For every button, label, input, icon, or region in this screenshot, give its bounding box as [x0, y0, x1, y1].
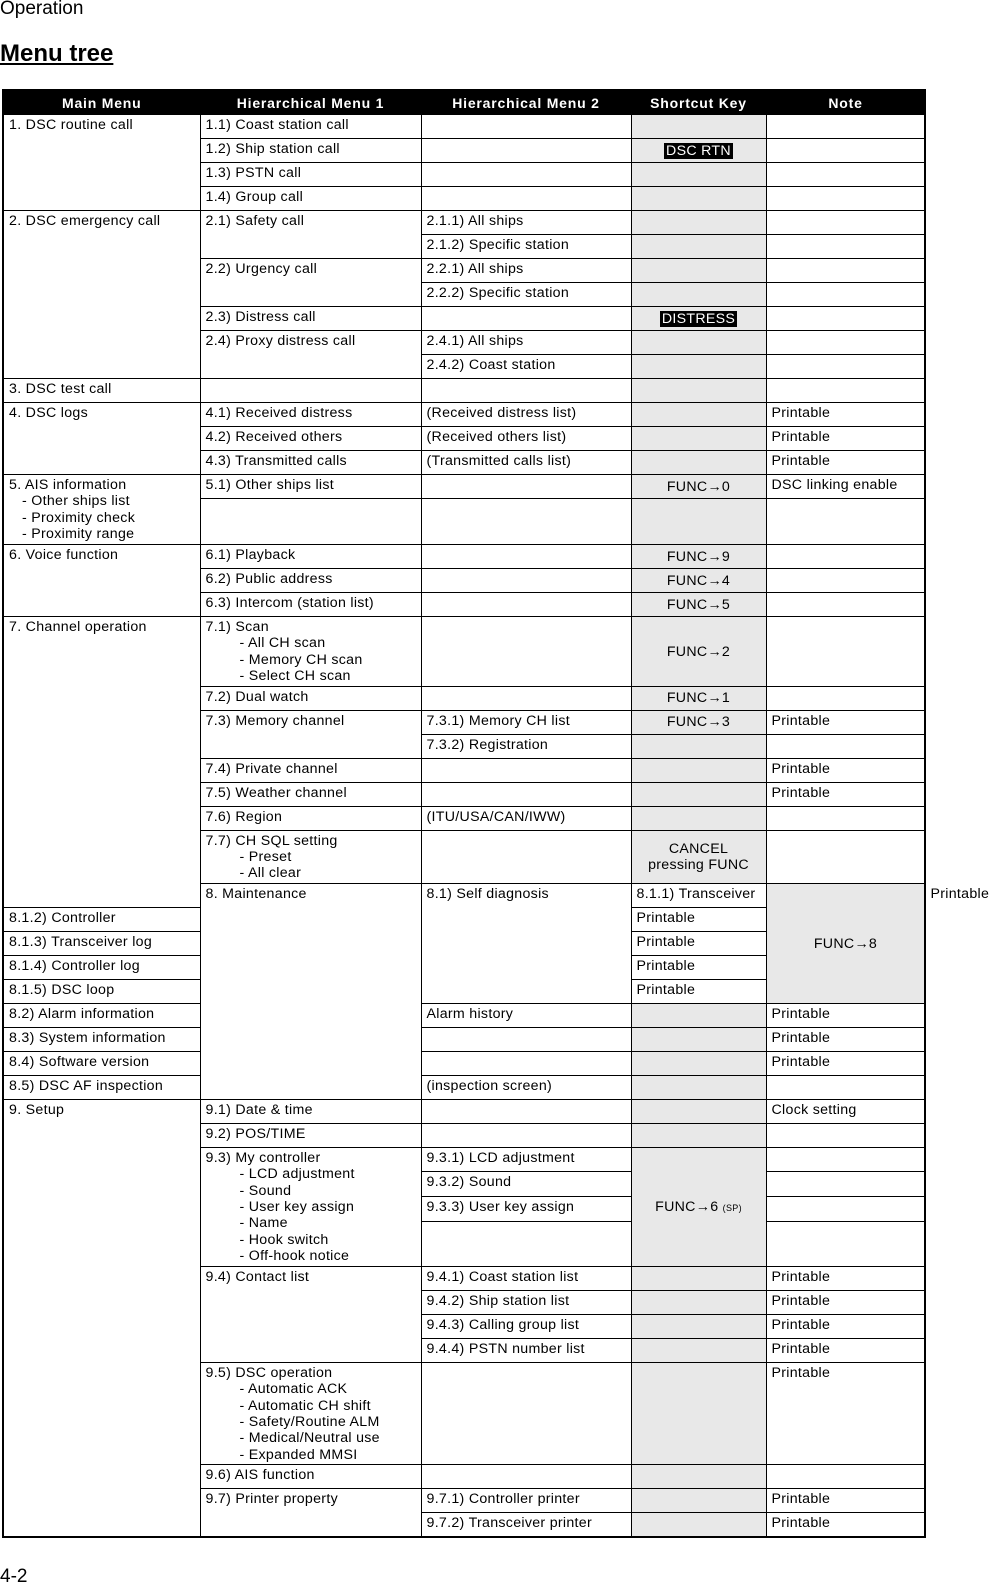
menu2-cell: 9.4.4) PSTN number list: [421, 1338, 631, 1362]
note-cell: Printable: [766, 1003, 925, 1027]
menu2-cell: 8.1.4) Controller log: [3, 955, 200, 979]
note-cell: Printable: [631, 907, 766, 931]
menu2-cell: 2.2.1) All ships: [421, 259, 631, 283]
menu2-cell: 9.4.3) Calling group list: [421, 1314, 631, 1338]
menu1-cell: 5.1) Other ships list: [200, 475, 421, 499]
menu2-cell: 2.2.2) Specific station: [421, 283, 631, 307]
table-row: [3, 1099, 925, 1123]
table-row: [3, 1027, 925, 1051]
menu1-cell: 9.2) POS/TIME: [200, 1123, 421, 1147]
menu1-cell: 9.1) Date & time: [200, 1099, 421, 1123]
menu1-cell: 2.4) Proxy distress call: [200, 331, 421, 379]
note-cell: Printable: [766, 1027, 925, 1051]
shortcut-key-cell: FUNC→8: [766, 883, 925, 1003]
main-menu-cell: 9. Setup: [3, 1099, 200, 1537]
menu2-cell: 7.3.2) Registration: [421, 734, 631, 758]
main-menu-cell: 3. DSC test call: [3, 379, 200, 403]
menu1-cell: 7.7) CH SQL setting - Preset - All clear: [200, 830, 421, 883]
shortcut-key-cell: FUNC→4: [631, 569, 766, 593]
col-header-hier-menu-2: Hierarchical Menu 2: [421, 90, 631, 115]
menu1-cell: 8.1) Self diagnosis: [421, 883, 631, 1003]
note-cell: Printable: [766, 451, 925, 475]
col-header-hier-menu-1: Hierarchical Menu 1: [200, 90, 421, 115]
main-menu-cell: 5. AIS information - Other ships list - Proximity check - Proximity range: [3, 475, 200, 545]
shortcut-key-cell: CANCEL pressing FUNC: [631, 830, 766, 883]
note-cell: Clock setting: [766, 1099, 925, 1123]
menu1-cell: 4.2) Received others: [200, 427, 421, 451]
main-menu-cell: 4. DSC logs: [3, 403, 200, 475]
menu1-cell: 2.1) Safety call: [200, 211, 421, 259]
table-row: 8. Maintenance 8.1) Self diagnosis 8.1.1) Transceiver FUNC→8 Printable: [3, 883, 925, 907]
col-header-note: Note: [766, 90, 925, 115]
menu2-cell: (Transmitted calls list): [421, 451, 631, 475]
shortcut-key-cell: FUNC→3: [631, 710, 766, 734]
menu2-cell: 2.4.1) All ships: [421, 331, 631, 355]
menu1-cell: 1.4) Group call: [200, 187, 421, 211]
note-cell: Printable: [766, 1362, 925, 1464]
note-cell: Printable: [766, 1051, 925, 1075]
page-title: Menu tree: [0, 40, 114, 67]
menu1-cell: 7.2) Dual watch: [200, 686, 421, 710]
menu1-cell: 6.1) Playback: [200, 545, 421, 569]
main-menu-cell: 2. DSC emergency call: [3, 211, 200, 379]
shortcut-key-cell: FUNC→0: [631, 475, 766, 499]
shortcut-key-cell: FUNC→9: [631, 545, 766, 569]
menu2-cell: 2.1.1) All ships: [421, 211, 631, 235]
shortcut-key-label: DISTRESS: [661, 310, 736, 327]
menu1-cell: 9.6) AIS function: [200, 1465, 421, 1489]
menu1-cell: 1.2) Ship station call: [200, 139, 421, 163]
menu1-cell: 8.5) DSC AF inspection: [3, 1075, 200, 1099]
shortcut-key-cell: FUNC→1: [631, 686, 766, 710]
table-row: [3, 545, 925, 569]
menu1-cell: 9.4) Contact list: [200, 1266, 421, 1362]
menu1-cell: 2.3) Distress call: [200, 307, 421, 331]
menu2-cell: (Received others list): [421, 427, 631, 451]
table-row: [3, 403, 925, 427]
menu1-cell: 4.3) Transmitted calls: [200, 451, 421, 475]
menu1-cell: 8.4) Software version: [3, 1051, 200, 1075]
menu1-cell: 8.2) Alarm information: [3, 1003, 200, 1027]
main-menu-cell: 8. Maintenance: [200, 883, 421, 1099]
menu1-cell: 6.3) Intercom (station list): [200, 593, 421, 617]
note-cell: Printable: [766, 1290, 925, 1314]
table-row: [3, 379, 925, 403]
menu2-cell: 2.4.2) Coast station: [421, 355, 631, 379]
shortcut-key-cell: FUNC→5: [631, 593, 766, 617]
page-header: Operation: [0, 0, 84, 19]
menu2-cell: 8.1.5) DSC loop: [3, 979, 200, 1003]
shortcut-key-cell: FUNC→2: [631, 617, 766, 687]
menu1-cell: 8.3) System information: [3, 1027, 200, 1051]
table-row: [3, 1075, 925, 1099]
col-header-main-menu: Main Menu: [3, 90, 200, 115]
note-cell: Printable: [766, 710, 925, 734]
menu2-cell: 9.4.2) Ship station list: [421, 1290, 631, 1314]
note-cell: DSC linking enable: [766, 475, 925, 499]
menu1-cell: 9.7) Printer property: [200, 1489, 421, 1538]
menu1-cell: 7.4) Private channel: [200, 758, 421, 782]
table-row: [3, 1003, 925, 1027]
table-row: [3, 211, 925, 235]
note-cell: Printable: [766, 1513, 925, 1538]
shortcut-key-cell: FUNC→6 (SP): [631, 1147, 766, 1266]
table-row: [3, 115, 925, 139]
note-cell: Printable: [766, 1338, 925, 1362]
note-cell: Printable: [766, 1314, 925, 1338]
menu1-cell: 9.5) DSC operation - Automatic ACK - Automatic CH shift - Safety/Routine ALM - Medical/Neutral use - Expanded MMSI: [200, 1362, 421, 1464]
note-cell: Printable: [766, 427, 925, 451]
note-cell: Printable: [631, 931, 766, 955]
menu1-cell: 2.2) Urgency call: [200, 259, 421, 307]
menu1-cell: 1.3) PSTN call: [200, 163, 421, 187]
menu2-cell: Alarm history: [421, 1003, 631, 1027]
note-cell: Printable: [766, 758, 925, 782]
menu2-cell: 9.3.3) User key assign: [421, 1197, 631, 1222]
menu2-cell: 9.3.1) LCD adjustment: [421, 1147, 631, 1172]
menu1-cell: 7.3) Memory channel: [200, 710, 421, 758]
menu2-cell: 9.3.2) Sound: [421, 1172, 631, 1197]
menu2-cell: (ITU/USA/CAN/IWW): [421, 806, 631, 830]
menu2-cell: 9.7.2) Transceiver printer: [421, 1513, 631, 1538]
shortcut-key-label: DSC RTN: [666, 142, 731, 159]
menu2-cell: 9.7.1) Controller printer: [421, 1489, 631, 1513]
note-cell: Printable: [766, 1489, 925, 1513]
menu2-cell: (Received distress list): [421, 403, 631, 427]
note-cell: Printable: [766, 403, 925, 427]
menu1-cell: 7.5) Weather channel: [200, 782, 421, 806]
note-cell: Printable: [631, 979, 766, 1003]
menu2-cell: 8.1.2) Controller: [3, 907, 200, 931]
menu2-cell: (inspection screen): [421, 1075, 631, 1099]
table-row: [3, 617, 925, 687]
menu-tree-table: [2, 89, 989, 1538]
menu1-cell: 7.6) Region: [200, 806, 421, 830]
menu2-cell: 2.1.2) Specific station: [421, 235, 631, 259]
main-menu-cell: 7. Channel operation: [3, 617, 200, 908]
menu1-cell: 4.1) Received distress: [200, 403, 421, 427]
menu2-cell: 8.1.3) Transceiver log: [3, 931, 200, 955]
note-cell: Printable: [766, 1266, 925, 1290]
note-cell: Printable: [631, 955, 766, 979]
menu1-cell: 6.2) Public address: [200, 569, 421, 593]
menu1-cell: 9.3) My controller - LCD adjustment - Sound - User key assign - Name - Hook switch - Off-hook notice: [200, 1147, 421, 1266]
main-menu-cell: 1. DSC routine call: [3, 115, 200, 211]
menu1-cell: 1.1) Coast station call: [200, 115, 421, 139]
menu2-cell: 9.4.1) Coast station list: [421, 1266, 631, 1290]
table-row: [3, 1051, 925, 1075]
menu1-cell: 7.1) Scan - All CH scan - Memory CH scan - Select CH scan: [200, 617, 421, 687]
note-cell: Printable: [766, 782, 925, 806]
page-number: 4-2: [0, 1566, 28, 1587]
table-header-row: [3, 90, 925, 115]
col-header-shortcut-key: Shortcut Key: [631, 90, 766, 115]
menu2-cell: 7.3.1) Memory CH list: [421, 710, 631, 734]
table-row: [3, 475, 925, 499]
menu2-cell: 8.1.1) Transceiver: [631, 883, 766, 907]
main-menu-cell: 6. Voice function: [3, 545, 200, 617]
